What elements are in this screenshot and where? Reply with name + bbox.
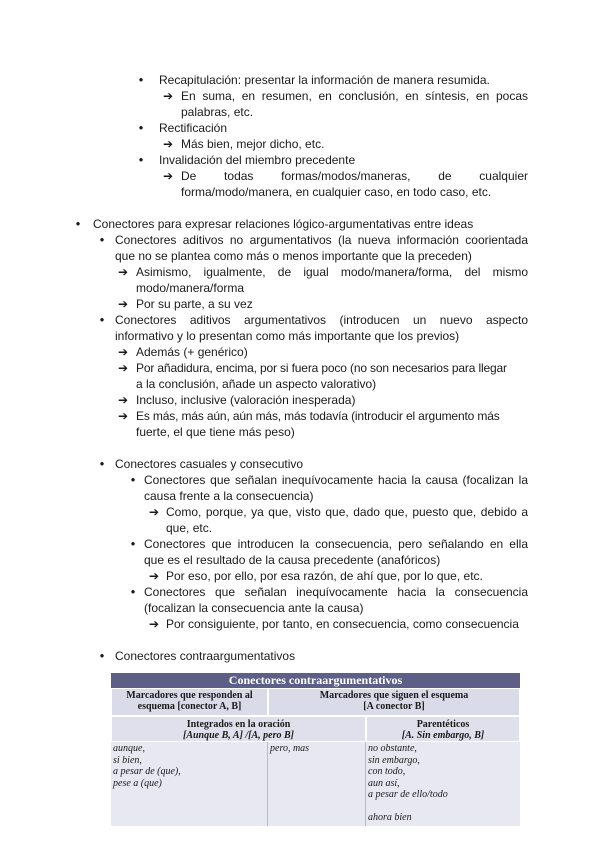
item-contraargumentativos: Conectores contraargumentativos — [115, 649, 296, 663]
inval-example-line1: De todas formas/modos/maneras, de cualquier — [181, 169, 528, 183]
table-subheader-integrados-line1: Integrados en la oración — [186, 719, 291, 730]
aditivos-no-arg-ex1-line2: modo/manera/forma — [136, 281, 245, 295]
item-rectificacion: Rectificación — [159, 121, 228, 135]
table-header-col-a-line1: Marcadores que responden al — [126, 690, 253, 701]
table-subheader-integrados-line2: [Aunque B, A] /[A, pero B] — [182, 730, 295, 741]
table-subheader-parenteticos-line2: [A. Sin embargo, B] — [401, 730, 485, 741]
table-header-col-a-line2: esquema [conector A, B] — [137, 701, 242, 712]
aditivos-no-arg-ex1-line1: Asimismo, igualmente, de igual modo/manera/forma, del mismo — [136, 265, 528, 279]
table-col3-item: con todo, — [368, 766, 406, 777]
table-col3-item: ahora bien — [368, 812, 412, 823]
table-col1-body — [111, 742, 268, 826]
item-invalidacion: Invalidación del miembro precedente — [159, 153, 356, 167]
arrow-icon: ➔ — [163, 89, 174, 103]
aditivos-arg-ex2-line1: Por añadidura, encima, por si fuera poco (no son necesarios para llegar — [136, 361, 507, 375]
consecuencia-line2: que es el resultado de la causa precedente (anafóricos) — [144, 553, 441, 567]
table-col3-item: aun así, — [368, 777, 400, 789]
table-subheader-parenteticos — [366, 716, 520, 742]
bullet-icon: ● — [99, 315, 105, 324]
arrow-icon: ➔ — [149, 617, 160, 631]
causa-example-line2: que, etc. — [166, 521, 213, 535]
causa-line1: Conectores que señalan inequívocamente hacia la causa (focalizan la — [144, 473, 528, 487]
item-logico-argumentativas: Conectores para expresar relaciones lógico-argumentativas entre ideas — [93, 217, 474, 231]
bullet-icon: ● — [138, 155, 144, 164]
aditivos-arg-line2: informativo y lo presentan como más importante que los previos) — [115, 329, 460, 343]
table-header-col-b-line2: [A conector B] — [363, 701, 425, 712]
contraargumentativos-table — [111, 673, 520, 826]
bullet-icon: ● — [130, 539, 136, 548]
recap-example-line1: En suma, en resumen, en conclusión, en síntesis, en pocas — [181, 89, 528, 103]
arrow-icon: ➔ — [149, 569, 160, 583]
consecuencia2-line2: (focalizan la consecuencia ante la causa) — [144, 601, 364, 615]
aditivos-arg-ex4-line1: Es más, más aún, aún más, más todavía (introducir el argumento más — [136, 409, 500, 423]
table-col3-item: no obstante, — [368, 743, 417, 754]
aditivos-arg-ex4-line2: fuerte, el que tiene más peso) — [136, 425, 295, 439]
bullet-icon: ● — [99, 459, 105, 468]
arrow-icon: ➔ — [149, 505, 160, 519]
table-col3-item: a pesar de ello/todo — [368, 789, 448, 800]
arrow-icon: ➔ — [163, 137, 174, 151]
aditivos-arg-ex1: Además (+ genérico) — [136, 345, 248, 359]
table-col1-item: pese a (que) — [113, 777, 162, 789]
arrow-icon: ➔ — [163, 169, 174, 183]
table-col3-item: sin embargo, — [368, 754, 420, 766]
bullet-icon: ● — [99, 651, 105, 660]
bullet-icon: ● — [138, 123, 144, 132]
aditivos-no-arg-line1: Conectores aditivos no argumentativos (la nueva información coorientada — [115, 233, 528, 247]
item-casuales: Conectores casuales y consecutivo — [115, 457, 304, 471]
aditivos-arg-line1: Conectores aditivos argumentativos (introducen un nuevo aspecto — [115, 313, 528, 327]
consecuencia-example: Por eso, por ello, por esa razón, de ahí que, por lo que, etc. — [166, 569, 483, 583]
aditivos-arg-ex2-line2: a la conclusión, añade un aspecto valorativo) — [136, 377, 377, 391]
arrow-icon: ➔ — [118, 393, 129, 407]
aditivos-no-arg-ex2: Por su parte, a su vez — [136, 297, 253, 311]
inval-example-line2: forma/modo/manera, en cualquier caso, en todo caso, etc. — [181, 185, 492, 199]
consecuencia2-example: Por consiguiente, por tanto, en consecuencia, como consecuencia — [166, 617, 519, 631]
arrow-icon: ➔ — [118, 297, 129, 311]
table-col1-item: si bien, — [113, 754, 142, 766]
bullet-icon: ● — [75, 219, 81, 228]
causa-line2: causa frente a la consecuencia) — [144, 489, 314, 503]
bullet-icon: ● — [99, 235, 105, 244]
recap-example-line2: palabras, etc. — [181, 105, 254, 119]
consecuencia-line1: Conectores que introducen la consecuencia, pero señalando en ella — [144, 537, 528, 551]
table-col2-item: pero, mas — [270, 743, 310, 754]
arrow-icon: ➔ — [118, 409, 129, 423]
consecuencia2-line1: Conectores que señalan inequívocamente hacia la consecuencia — [144, 585, 528, 599]
table-header-col-a — [111, 688, 268, 716]
table-col1-item: aunque, — [113, 743, 145, 754]
arrow-icon: ➔ — [118, 345, 129, 359]
bullet-icon: ● — [130, 587, 136, 596]
bullet-icon: ● — [138, 75, 144, 84]
table-header-col-b-line1: Marcadores que siguen el esquema — [319, 690, 469, 701]
table-col3-item — [368, 801, 518, 813]
table-col3-body — [366, 742, 520, 826]
table-col2-body — [268, 742, 366, 826]
table-title: Conectores contraargumentativos — [111, 673, 520, 688]
table-subheader-parenteticos-line1: Parentéticos — [416, 719, 470, 730]
aditivos-no-arg-line2: que no se plantea como más o menos importante que la preceden) — [115, 249, 472, 263]
causa-example-line1: Como, porque, ya que, visto que, dado que, puesto que, debido a — [166, 505, 528, 519]
bullet-icon: ● — [130, 475, 136, 484]
arrow-icon: ➔ — [118, 361, 129, 375]
table-subheader-integrados — [111, 716, 366, 742]
table-header-col-b — [268, 688, 520, 716]
item-recapitulacion: Recapitulación: presentar la información de manera resumida. — [159, 73, 490, 87]
arrow-icon: ➔ — [118, 265, 129, 279]
table-col1-item: a pesar de (que), — [113, 766, 181, 777]
rect-example: Más bien, mejor dicho, etc. — [181, 137, 325, 151]
aditivos-arg-ex3: Incluso, inclusive (valoración inesperada) — [136, 393, 356, 407]
